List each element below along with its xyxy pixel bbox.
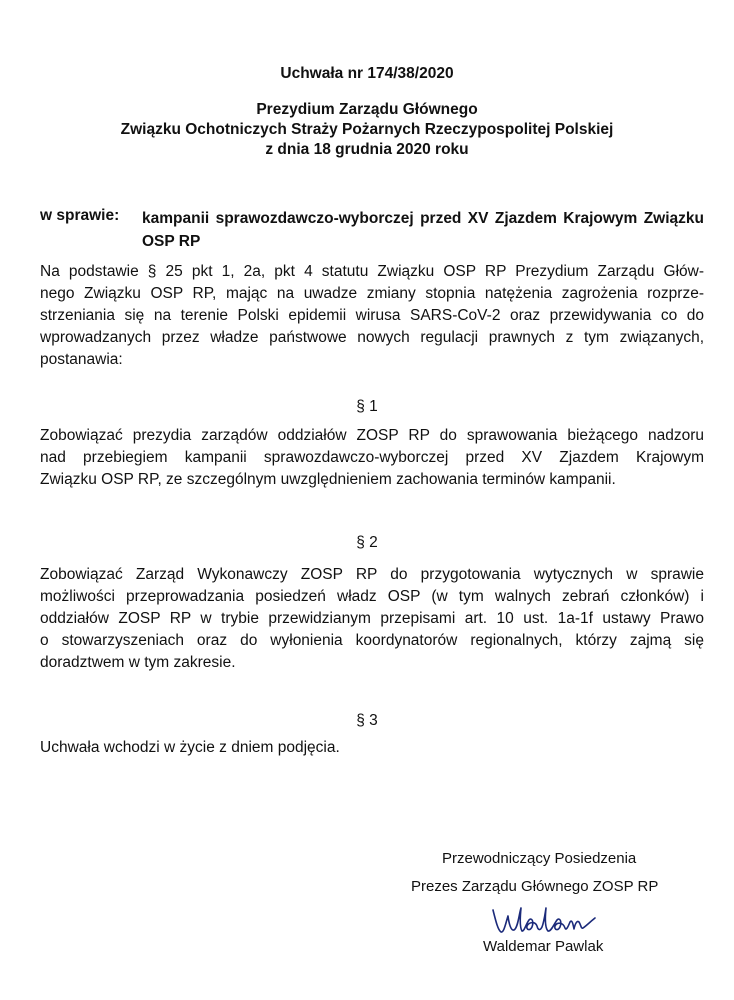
issuing-body-line1: Prezydium Zarządu Głównego [256,101,478,118]
preamble-line: wprowadzanych przez władze państwowe nowych regulacji prawnych z tym związanych, [40,329,704,346]
section-2-line: Zobowiązać Zarząd Wykonawczy ZOSP RP do przygotowania wytycznych w sprawie [40,566,704,583]
subject-text: kampanii sprawozdawczo-wyborczej przed XV Zjazdem Krajowym Związku OSP RP [142,210,704,250]
section-2-line: o stowarzyszeniach oraz do wyłonienia koordynatorów regionalnych, którzy zajmą się [40,632,704,649]
section-3-paragraph [40,737,704,759]
section-mark-2: § 2 [356,534,378,551]
preamble-line: Na podstawie § 25 pkt 1, 2a, pkt 4 statutu Związku OSP RP Prezydium Zarządu Głów- [40,263,704,280]
preamble-line: nego Związku OSP RP, mając na uwadze zmiany stopnia natężenia zagrożenia rozprze- [40,285,704,302]
section-2-line: możliwości przeprowadzania posiedzeń władz OSP (w tym walnych zebrań członków) i [40,588,704,605]
resolution-date: z dnia 18 grudnia 2020 roku [265,141,469,158]
section-1-paragraph [40,425,704,491]
signatory-role-line2: Prezes Zarządu Głównego ZOSP RP [411,878,659,895]
issuing-body-line2: Związku Ochotniczych Straży Pożarnych Rzeczypospolitej Polskiej [120,121,614,138]
resolution-number: Uchwała nr 174/38/2020 [280,65,454,82]
section-1-line: nad przebiegiem kampanii sprawozdawczo-wyborczej przed XV Zjazdem Krajowym [40,449,704,466]
preamble-line: postanawia: [40,351,123,368]
section-2-paragraph [40,564,704,674]
section-mark-3: § 3 [356,712,378,729]
subject-label: w sprawie: [40,207,120,224]
section-1-line: Związku OSP RP, ze szczególnym uwzględnieniem zachowania terminów kampanii. [40,471,616,488]
section-3-line: Uchwała wchodzi w życie z dniem podjęcia. [40,739,340,756]
preamble-paragraph [40,261,704,371]
signatory-role-line1: Przewodniczący Posiedzenia [442,850,637,867]
signatory-name: Waldemar Pawlak [483,938,604,955]
section-mark-1: § 1 [356,398,378,415]
section-1-line: Zobowiązać prezydia zarządów oddziałów ZOSP RP do sprawowania bieżącego nadzoru [40,427,704,444]
section-2-line: oddziałów ZOSP RP w trybie przewidzianym przepisami art. 10 ust. 1a-1f ustawy Prawo [40,610,704,627]
section-2-line: doradztwem w tym zakresie. [40,654,236,671]
handwritten-signature [487,900,607,942]
preamble-line: strzeniania się na terenie Polski epidemii wirusa SARS-CoV-2 oraz przewidywania co do [40,307,704,324]
